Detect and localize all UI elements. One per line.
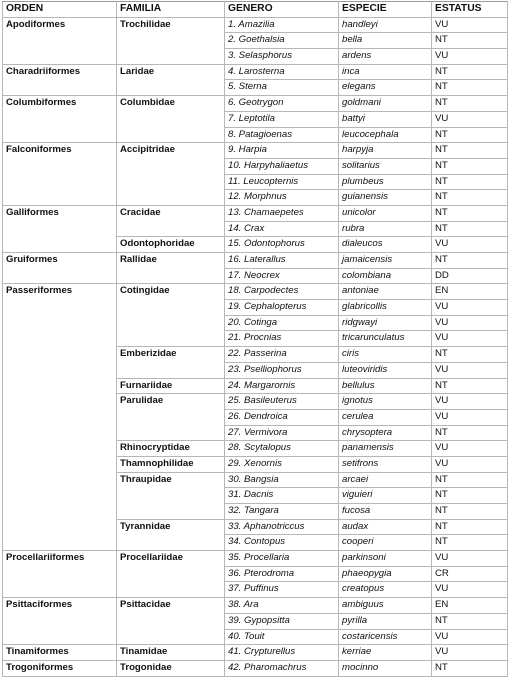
especie-cell: chrysoptera — [339, 425, 432, 441]
table-body — [3, 17, 508, 676]
table-row — [3, 284, 508, 300]
estatus-cell: EN — [432, 598, 508, 614]
genero-cell: 28. Scytalopus — [225, 441, 339, 457]
especie-cell: unicolor — [339, 205, 432, 221]
genero-cell: 42. Pharomachrus — [225, 660, 339, 676]
especie-cell: handleyi — [339, 17, 432, 33]
familia-cell: Rhinocryptidae — [117, 441, 225, 457]
familia-cell: Trochilidae — [117, 17, 225, 64]
familia-cell: Psittacidae — [117, 598, 225, 645]
especie-cell: setifrons — [339, 456, 432, 472]
familia-cell: Laridae — [117, 64, 225, 95]
orden-cell: Gruiformes — [3, 253, 117, 284]
genero-cell: 21. Procnias — [225, 331, 339, 347]
estatus-cell: NT — [432, 253, 508, 269]
estatus-cell: VU — [432, 111, 508, 127]
genero-cell: 15. Odontophorus — [225, 237, 339, 253]
estatus-cell: NT — [432, 143, 508, 159]
genero-cell: 29. Xenornis — [225, 456, 339, 472]
especie-cell: ardens — [339, 49, 432, 65]
especie-cell: battyi — [339, 111, 432, 127]
familia-cell: Columbidae — [117, 96, 225, 143]
genero-cell: 24. Margarornis — [225, 378, 339, 394]
especie-cell: elegans — [339, 80, 432, 96]
orden-cell: Tinamiformes — [3, 645, 117, 661]
especie-cell: panamensis — [339, 441, 432, 457]
familia-cell: Procellariidae — [117, 551, 225, 598]
estatus-cell: CR — [432, 566, 508, 582]
table-row — [3, 253, 508, 269]
estatus-cell: NT — [432, 535, 508, 551]
familia-cell: Cotingidae — [117, 284, 225, 347]
estatus-cell: NT — [432, 190, 508, 206]
especie-cell: inca — [339, 64, 432, 80]
especie-cell: ambiguus — [339, 598, 432, 614]
estatus-cell: VU — [432, 582, 508, 598]
estatus-cell: VU — [432, 551, 508, 567]
table-row — [3, 660, 508, 676]
table-row — [3, 551, 508, 567]
table-row — [3, 96, 508, 112]
table-row — [3, 17, 508, 33]
genero-cell: 35. Procellaria — [225, 551, 339, 567]
especie-cell: luteoviridis — [339, 362, 432, 378]
header-orden: ORDEN — [3, 2, 117, 18]
especie-cell: harpyja — [339, 143, 432, 159]
familia-cell: Tinamidae — [117, 645, 225, 661]
table-row — [3, 598, 508, 614]
genero-cell: 10. Harpyhaliaetus — [225, 158, 339, 174]
orden-cell: Procellariiformes — [3, 551, 117, 598]
genero-cell: 30. Bangsia — [225, 472, 339, 488]
estatus-cell: NT — [432, 221, 508, 237]
estatus-cell: VU — [432, 17, 508, 33]
familia-cell: Parulidae — [117, 394, 225, 441]
table-row — [3, 205, 508, 221]
especie-cell: cerulea — [339, 409, 432, 425]
header-especie: ESPECIE — [339, 2, 432, 18]
especie-cell: audax — [339, 519, 432, 535]
estatus-cell: VU — [432, 394, 508, 410]
estatus-cell: NT — [432, 425, 508, 441]
estatus-cell: VU — [432, 331, 508, 347]
genero-cell: 36. Pterodroma — [225, 566, 339, 582]
especie-cell: guianensis — [339, 190, 432, 206]
table-row — [3, 645, 508, 661]
orden-cell: Columbiformes — [3, 96, 117, 143]
especie-cell: costaricensis — [339, 629, 432, 645]
especie-cell: tricarunculatus — [339, 331, 432, 347]
familia-cell: Odontophoridae — [117, 237, 225, 253]
genero-cell: 14. Crax — [225, 221, 339, 237]
estatus-cell: NT — [432, 378, 508, 394]
genero-cell: 27. Vermivora — [225, 425, 339, 441]
genero-cell: 23. Pselliophorus — [225, 362, 339, 378]
estatus-cell: NT — [432, 660, 508, 676]
especie-cell: jamaicensis — [339, 253, 432, 269]
estatus-cell: EN — [432, 284, 508, 300]
estatus-cell: NT — [432, 613, 508, 629]
species-status-table — [2, 1, 508, 677]
orden-cell: Galliformes — [3, 205, 117, 252]
genero-cell: 9. Harpia — [225, 143, 339, 159]
estatus-cell: DD — [432, 268, 508, 284]
familia-cell: Trogonidae — [117, 660, 225, 676]
estatus-cell: VU — [432, 456, 508, 472]
genero-cell: 3. Selasphorus — [225, 49, 339, 65]
especie-cell: solitarius — [339, 158, 432, 174]
estatus-cell: VU — [432, 441, 508, 457]
genero-cell: 11. Leucopternis — [225, 174, 339, 190]
header-familia: FAMILIA — [117, 2, 225, 18]
genero-cell: 25. Basileuterus — [225, 394, 339, 410]
genero-cell: 40. Touit — [225, 629, 339, 645]
orden-cell: Trogoniformes — [3, 660, 117, 676]
especie-cell: cooperi — [339, 535, 432, 551]
genero-cell: 31. Dacnis — [225, 488, 339, 504]
orden-cell: Falconiformes — [3, 143, 117, 206]
genero-cell: 32. Tangara — [225, 504, 339, 520]
familia-cell: Cracidae — [117, 205, 225, 236]
header-estatus: ESTATUS — [432, 2, 508, 18]
estatus-cell: VU — [432, 362, 508, 378]
estatus-cell: VU — [432, 315, 508, 331]
genero-cell: 20. Cotinga — [225, 315, 339, 331]
estatus-cell: NT — [432, 158, 508, 174]
especie-cell: creatopus — [339, 582, 432, 598]
orden-cell: Passeriformes — [3, 284, 117, 551]
especie-cell: goldmani — [339, 96, 432, 112]
estatus-cell: VU — [432, 409, 508, 425]
estatus-cell: NT — [432, 347, 508, 363]
genero-cell: 2. Goethalsia — [225, 33, 339, 49]
genero-cell: 7. Leptotila — [225, 111, 339, 127]
especie-cell: bella — [339, 33, 432, 49]
especie-cell: arcaei — [339, 472, 432, 488]
estatus-cell: VU — [432, 645, 508, 661]
header-row — [3, 2, 508, 18]
genero-cell: 26. Dendroica — [225, 409, 339, 425]
especie-cell: colombiana — [339, 268, 432, 284]
familia-cell: Thraupidae — [117, 472, 225, 519]
especie-cell: fucosa — [339, 504, 432, 520]
especie-cell: mocinno — [339, 660, 432, 676]
genero-cell: 1. Amazilia — [225, 17, 339, 33]
especie-cell: kerriae — [339, 645, 432, 661]
estatus-cell: NT — [432, 504, 508, 520]
especie-cell: parkinsoni — [339, 551, 432, 567]
table-row — [3, 64, 508, 80]
especie-cell: ridgwayi — [339, 315, 432, 331]
genero-cell: 6. Geotrygon — [225, 96, 339, 112]
especie-cell: rubra — [339, 221, 432, 237]
genero-cell: 17. Neocrex — [225, 268, 339, 284]
genero-cell: 12. Morphnus — [225, 190, 339, 206]
familia-cell: Accipitridae — [117, 143, 225, 206]
estatus-cell: VU — [432, 629, 508, 645]
especie-cell: bellulus — [339, 378, 432, 394]
genero-cell: 39. Gypopsitta — [225, 613, 339, 629]
genero-cell: 38. Ara — [225, 598, 339, 614]
estatus-cell: NT — [432, 488, 508, 504]
estatus-cell: NT — [432, 174, 508, 190]
table-row — [3, 143, 508, 159]
estatus-cell: NT — [432, 472, 508, 488]
estatus-cell: NT — [432, 64, 508, 80]
especie-cell: leucocephala — [339, 127, 432, 143]
especie-cell: viguieri — [339, 488, 432, 504]
estatus-cell: NT — [432, 205, 508, 221]
familia-cell: Tyrannidae — [117, 519, 225, 550]
especie-cell: phaeopygia — [339, 566, 432, 582]
genero-cell: 8. Patagioenas — [225, 127, 339, 143]
estatus-cell: VU — [432, 237, 508, 253]
genero-cell: 41. Crypturellus — [225, 645, 339, 661]
genero-cell: 22. Passerina — [225, 347, 339, 363]
especie-cell: ciris — [339, 347, 432, 363]
estatus-cell: VU — [432, 49, 508, 65]
especie-cell: plumbeus — [339, 174, 432, 190]
genero-cell: 34. Contopus — [225, 535, 339, 551]
genero-cell: 4. Larosterna — [225, 64, 339, 80]
especie-cell: antoniae — [339, 284, 432, 300]
especie-cell: glabricollis — [339, 300, 432, 316]
genero-cell: 18. Carpodectes — [225, 284, 339, 300]
genero-cell: 37. Puffinus — [225, 582, 339, 598]
orden-cell: Charadriiformes — [3, 64, 117, 95]
estatus-cell: NT — [432, 80, 508, 96]
genero-cell: 33. Aphanotriccus — [225, 519, 339, 535]
genero-cell: 19. Cephalopterus — [225, 300, 339, 316]
especie-cell: pyrilla — [339, 613, 432, 629]
familia-cell: Thamnophilidae — [117, 456, 225, 472]
familia-cell: Rallidae — [117, 253, 225, 284]
orden-cell: Apodiformes — [3, 17, 117, 64]
estatus-cell: NT — [432, 519, 508, 535]
estatus-cell: NT — [432, 33, 508, 49]
familia-cell: Furnariidae — [117, 378, 225, 394]
orden-cell: Psittaciformes — [3, 598, 117, 645]
header-genero: GENERO — [225, 2, 339, 18]
genero-cell: 5. Sterna — [225, 80, 339, 96]
familia-cell: Emberizidae — [117, 347, 225, 378]
estatus-cell: NT — [432, 96, 508, 112]
especie-cell: ignotus — [339, 394, 432, 410]
genero-cell: 13. Chamaepetes — [225, 205, 339, 221]
estatus-cell: VU — [432, 300, 508, 316]
genero-cell: 16. Laterallus — [225, 253, 339, 269]
estatus-cell: NT — [432, 127, 508, 143]
especie-cell: dialeucos — [339, 237, 432, 253]
